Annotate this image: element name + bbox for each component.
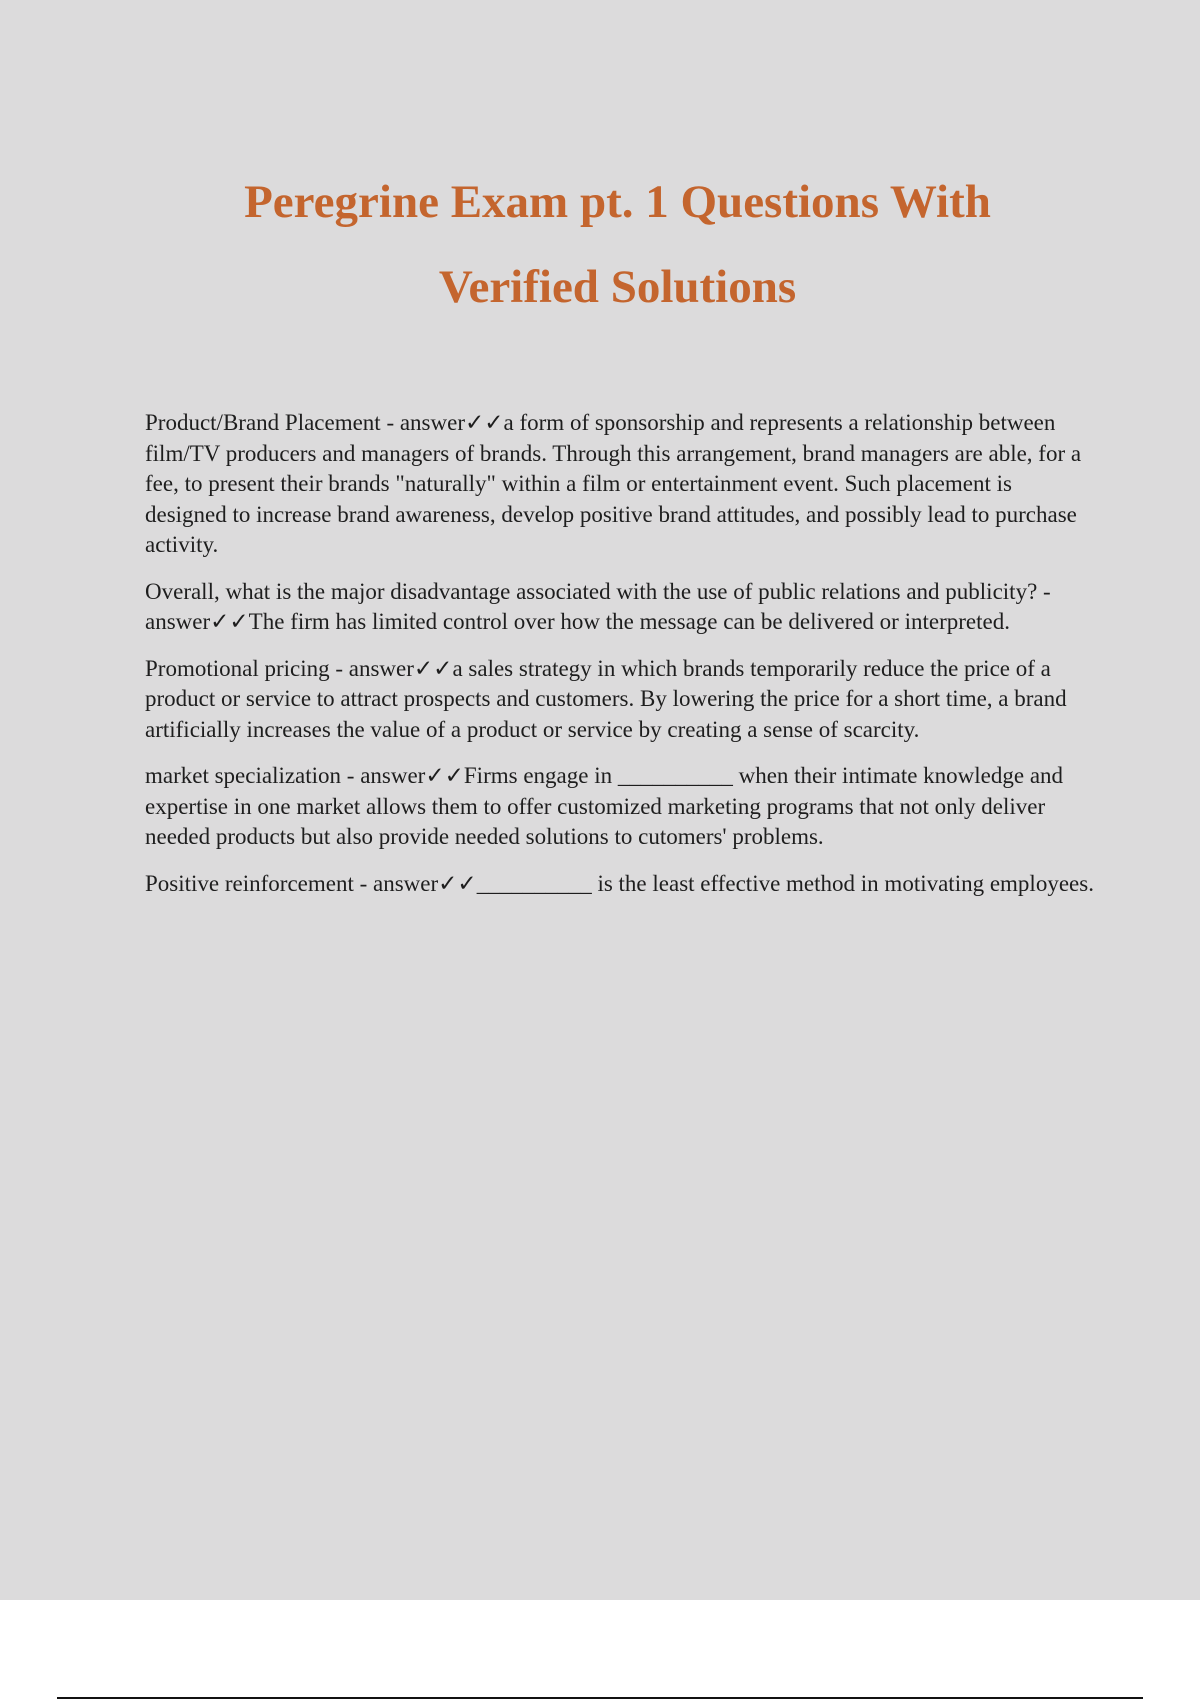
qa-entry-positive-reinforcement: Positive reinforcement - answer✓✓__________ is the least effective method in motivating employees. [145, 870, 1094, 896]
title-line-2: Verified Solutions [438, 261, 797, 313]
footer-divider [57, 1697, 1143, 1699]
qa-entry-market-specialization: market specialization - answer✓✓Firms engage in __________ when their intimate knowledge and expertise in one market allows them to offer customized marketing programs that not only deliver needed products but also provide needed solutions to cutomers' problems. [145, 763, 1064, 849]
qa-entry-product-brand-placement: Product/Brand Placement - answer✓✓a form of sponsorship and represents a relationship between film/TV producers and managers of brands. Through this arrangement, brand managers are able, for a fee, to present their brands "naturally" within a film or entertainment event. Such placement is designed to increase brand awareness, develop positive brand attitudes, and possibly lead to purchase activity. [145, 410, 1082, 557]
qa-entry-public-relations-disadvantage: Overall, what is the major disadvantage associated with the use of public relations and publicity? - answer✓✓The firm has limited control over how the message can be delivered or interpreted. [145, 578, 1051, 634]
qa-entry-promotional-pricing: Promotional pricing - answer✓✓a sales strategy in which brands temporarily reduce the price of a product or service to attract prospects and customers. By lowering the price for a short time, a brand artificially increases the value of a product or service by creating a sense of scarcity. [145, 655, 1067, 742]
document-title [120, 160, 1115, 330]
qa-list [145, 408, 1095, 915]
title-line-1: Peregrine Exam pt. 1 Questions With [244, 176, 991, 228]
